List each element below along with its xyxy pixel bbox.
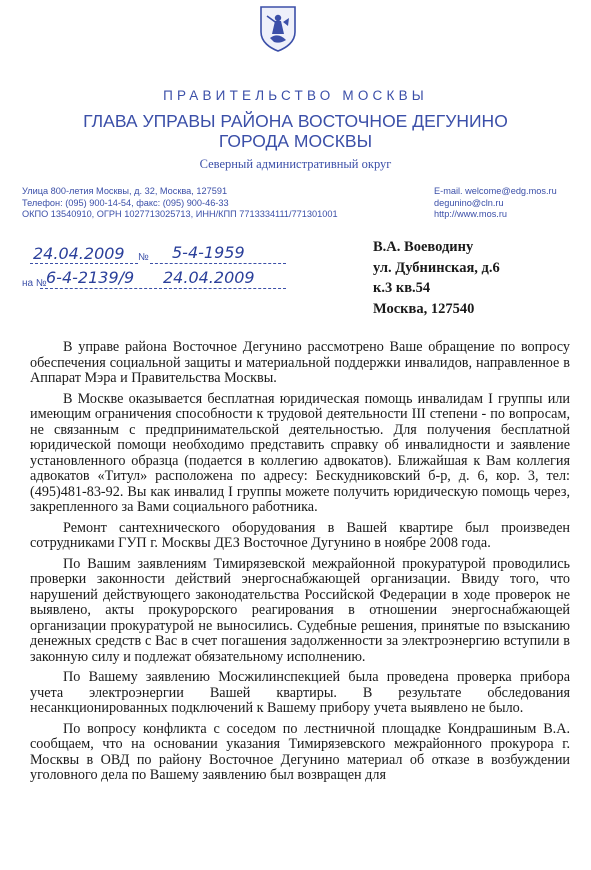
number-underline: [150, 263, 286, 264]
letter-body: [30, 340, 570, 789]
incoming-date: 24.04.2009: [163, 268, 255, 287]
recipient-street: ул. Дубнинская, д.6: [373, 259, 500, 276]
outgoing-number: 5-4-1959: [172, 243, 245, 262]
office-phone: Телефон: (095) 900-14-54, факс: (095) 900-46-33: [22, 197, 229, 208]
paragraph: По вопросу конфликта с соседом по лестничной площадке Кондрашиным В.А. сообщаем, что на основании указания Тимирязевского межрайонного прокурора г. Москвы в ОВД по району Восточное Дегунино материал об отказе в возбуждении уголовного дела по Вашему заявлению был возвращен для: [30, 720, 570, 783]
office-address: Улица 800-летия Москвы, д. 32, Москва, 127591: [22, 186, 228, 196]
date-underline: [30, 263, 138, 264]
office-codes: ОКПО 13540910, ОГРН 1027713025713, ИНН/КПП 7713334111/771301001: [22, 209, 338, 219]
office-email-alt: degunino@cln.ru: [434, 197, 504, 208]
outgoing-date: 24.04.2009: [33, 244, 125, 263]
office-title-line1: ГЛАВА УПРАВЫ РАЙОНА ВОСТОЧНОЕ ДЕГУНИНО: [83, 111, 508, 131]
contact-block-right: [434, 186, 557, 221]
contact-block-left: [22, 186, 338, 221]
recipient-building: к.3 кв.54: [373, 280, 431, 296]
paragraph: По Вашему заявлению Мосжилинспекцией была проведена проверка прибора учета электроэнергии Вашей квартиры. В результате обследования несанкционированных подключений к Вашему прибору учета выявлено не было.: [30, 669, 570, 716]
reply-to-label: на №: [22, 278, 47, 289]
recipient-name: В.А. Воеводину: [373, 239, 474, 255]
office-title-line2: ГОРОДА МОСКВЫ: [218, 131, 373, 151]
incoming-number: 6-4-2139/9: [46, 268, 135, 287]
office-email: E-mail. welcome@edg.mos.ru: [434, 186, 557, 196]
office-website: http://www.mos.ru: [434, 209, 508, 219]
paragraph: По Вашим заявлениям Тимирязевской межрайонной прокуратурой проводились проверки законности действий энергоснабжающей организации. Ввиду того, что нарушений действующего законодательства Российской Федерации в ходе проверок не выявлено, акты прокурорского реагирования в отношении энергоснабжающей организации прокуратурой не выносились. Судебные решения, принятые по взысканию денежных средств с Вас в счет погашения задолженности за электроэнергию вступили в законную силу и подлежат обязательному исполнению.: [30, 555, 570, 665]
paragraph: Ремонт сантехнического оборудования в Вашей квартире был произведен сотрудниками ГУП г. Москвы ДЕЗ Восточное Дугунино в ноябре 2008 года.: [30, 519, 570, 551]
reply-underline: [40, 288, 286, 289]
paragraph: В управе района Восточное Дегунино рассмотрено Ваше обращение по вопросу обеспечения социальной защиты и материальной поддержки инвалидов, направленное в Аппарат Мэра и Правительства Москвы.: [30, 339, 570, 386]
number-label: №: [138, 252, 149, 263]
recipient-city: Москва, 127540: [373, 300, 475, 317]
recipient-address: [373, 237, 500, 319]
paragraph: В Москве оказывается бесплатная юридическая помощь инвалидам I группы или имеющим ограничения способности к трудовой деятельности III степени - по вопросам, не связанным с предпринимательской деятельностью. Для получения бесплатной юридической помощи необходимо представить справку об инвалидности и заявление установленного образца (подается в коллегию адвокатов). Ближайшая к Вам коллегия адвокатов «Титул» расположена по адресу: Бескудниковский б-р, д. 6, кор. 3, тел: (495)481-83-92. Вы как инвалид I группы можете получить юридическую помощь через, закрепленного за Вами социального работника.: [30, 390, 570, 515]
district-name: Северный административный округ: [199, 157, 392, 171]
government-title: ПРАВИТЕЛЬСТВО МОСКВЫ: [163, 88, 428, 103]
moscow-coat-of-arms-icon: [258, 4, 298, 52]
